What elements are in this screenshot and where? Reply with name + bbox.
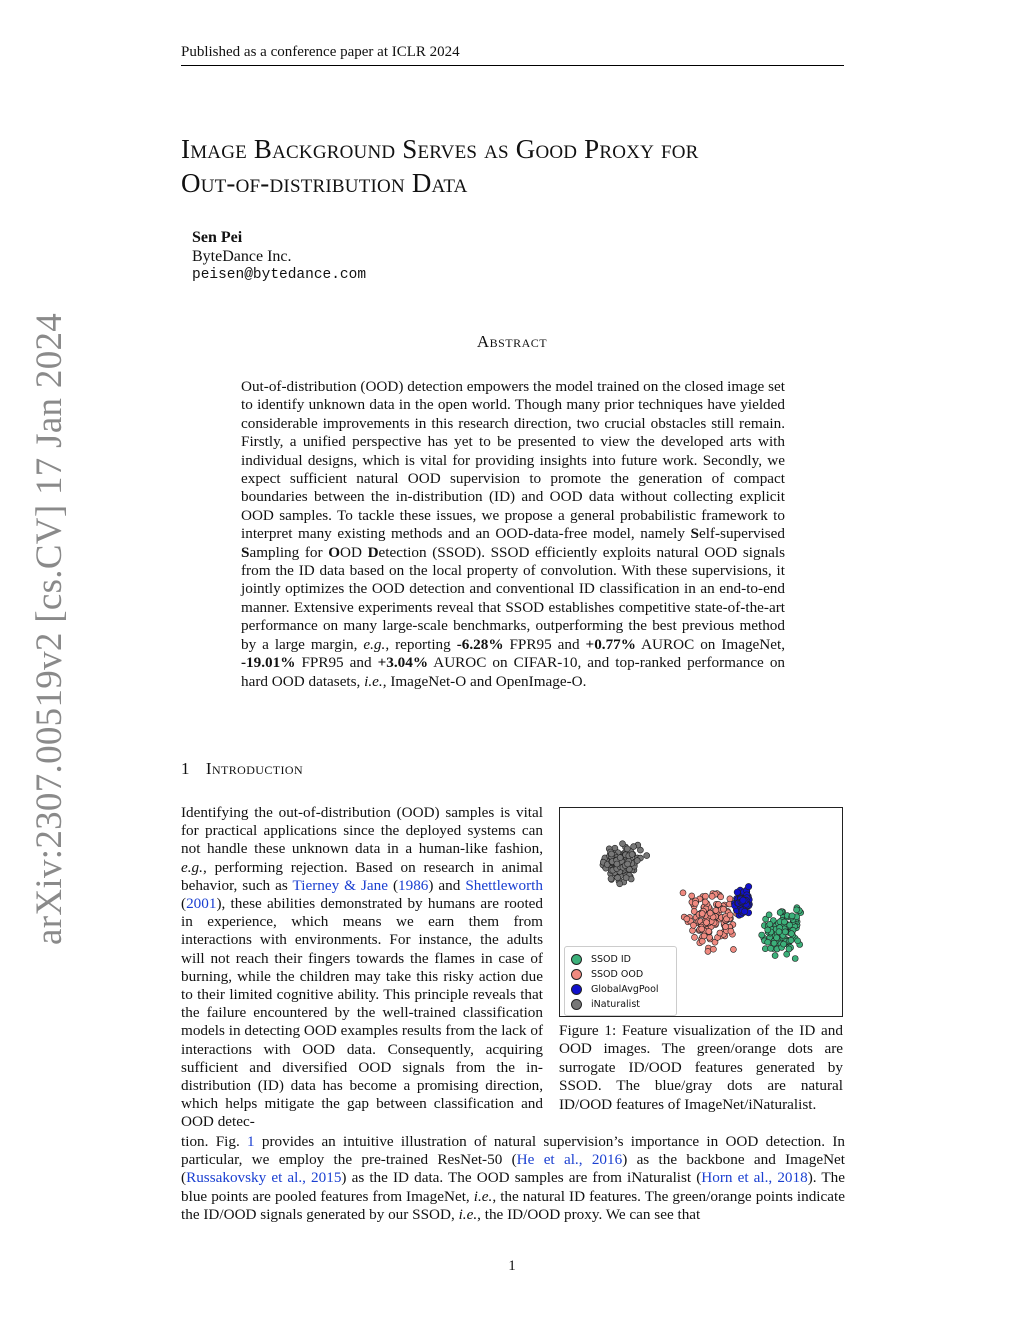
legend-label: SSOD ID (591, 953, 631, 965)
scatter-point (795, 938, 801, 944)
scatter-point (786, 946, 792, 952)
scatter-point (706, 928, 712, 934)
title-capital: O (181, 168, 201, 198)
legend-item (571, 967, 643, 981)
scatter-point (634, 858, 640, 864)
scatter-point (771, 940, 777, 946)
citation-year-link[interactable]: 2001 (186, 895, 217, 913)
scatter-point (629, 852, 635, 858)
author-block (192, 228, 366, 285)
intro-paragraph-full: tion. Fig. 1 provides an intuitive illustration of natural supervision’s importance in OOD detection. In particular, we employ the pre-trained ResNet-50 (He et al., 2016) as the backbone and ImageNet (Russakovsky et al., 2015) as the ID data. The OOD samples are from iNaturalist (Horn et al., 2018). The blue points are pooled features from ImageNet, i.e., the natural ID features. The green/orange points indicate the ID/OOD signals generated by our SSOD, i.e., the ID/OOD proxy. We can see that (181, 1133, 845, 1223)
scatter-point (723, 924, 729, 930)
scatter-point (631, 844, 637, 850)
scatter-point (705, 948, 711, 954)
figure-legend (564, 946, 677, 1016)
scatter-point (699, 911, 705, 917)
scatter-point (699, 926, 705, 932)
scatter-point (701, 933, 707, 939)
scatter-point (730, 946, 736, 952)
scatter-point (707, 910, 713, 916)
title-smallcaps: ood (535, 134, 585, 164)
scatter-point (787, 922, 793, 928)
scatter-point (720, 906, 726, 912)
scatter-point (768, 945, 774, 951)
scatter-point (759, 932, 765, 938)
scatter-point (788, 931, 794, 937)
abstract-body: Out-of-distribution (OOD) detection empowers the model trained on the closed image set to identify unknown data in the open world. Though many prior techniques have yielded considerable improvements in this research direction, two crucial obstacles still remain. Firstly, a unified perspective has yet to be presented to view the developed arts with individual designs, which is vital for providing insights into future work. Secondly, we expect sufficient natural OOD supervision to promote the generation of compact boundaries between the in-distribution (ID) and OOD data without collecting explicit OOD samples. To tackle these issues, we propose a general probabilistic framework to interpret many existing methods and an OOD-data-free model, namely Self-supervised Sampling for OOD Detection (SSOD). SSOD efficiently exploits natural OOD signals from the ID data based on the local property of convolution. With these supervisions, it jointly optimizes the OOD detection and conventional ID classification in an end-to-end manner. Extensive experiments reveal that SSOD establishes competitive state-of-the-art performance on many large-scale benchmarks, outperforming the best previous method by a large margin, e.g., reporting -6.28% FPR95 and +0.77% AUROC on ImageNet, -19.01% FPR95 and +3.04% AUROC on CIFAR-10, and top-ranked performance on hard OOD datasets, i.e., ImageNet-O and OpenImage-O. (241, 378, 786, 690)
legend-item (571, 997, 640, 1011)
scatter-point (689, 893, 695, 899)
scatter-point (718, 894, 724, 900)
figure-1-caption: Figure 1: Feature visualization of the ID and OOD images. The green/orange dots are surrogate ID/OOD features generated by SSOD. The blue/gray dots are natural ID/OOD features of ImageNet/iNaturalist. (559, 1022, 843, 1113)
title-smallcaps: mage (190, 134, 254, 164)
author-affiliation: ByteDance Inc. (192, 248, 292, 265)
title-line-2 (181, 166, 861, 200)
abstract-heading: Abstract (476, 332, 548, 351)
scatter-point (702, 899, 708, 905)
figure-ref-link[interactable]: 1 (247, 1133, 255, 1150)
scatter-point (614, 861, 620, 867)
title-capital: G (515, 134, 536, 164)
scatter-point (704, 920, 710, 926)
metric-value: -6.28% (456, 635, 504, 653)
citation-link[interactable]: He et al., 2016 (516, 1151, 623, 1169)
title-smallcaps: ata (431, 168, 468, 198)
legend-label: iNaturalist (591, 998, 640, 1010)
arxiv-stamp: arXiv:2307.00519v2 [cs.CV] 17 Jan 2024 (29, 312, 70, 945)
scatter-point (709, 893, 715, 899)
scatter-point (781, 919, 787, 925)
scatter-point (776, 929, 782, 935)
scatter-point (728, 928, 734, 934)
scatter-point (777, 910, 783, 916)
scatter-point (713, 907, 719, 913)
legend-label: SSOD OOD (591, 968, 644, 980)
scatter-point (608, 876, 614, 882)
author-email[interactable]: peisen@bytedance.com (192, 267, 367, 283)
scatter-point (690, 922, 696, 928)
citation-link[interactable]: Shettleworth (465, 876, 543, 894)
scatter-point (620, 841, 626, 847)
scatter-point (625, 861, 631, 867)
scatter-point (734, 889, 740, 895)
scatter-point (710, 946, 716, 952)
legend-item (571, 982, 659, 996)
scatter-point (782, 929, 788, 935)
scatter-point (684, 916, 690, 922)
scatter-point (703, 893, 709, 899)
scatter-point (745, 883, 751, 889)
metric-value: +3.04% (377, 654, 429, 672)
citation-link[interactable]: Horn et al., 2018 (701, 1169, 808, 1187)
scatter-point (774, 935, 780, 941)
metric-value: -19.01% (241, 654, 296, 672)
scatter-point (794, 907, 800, 913)
citation-link[interactable]: Tierney & Jane (292, 876, 388, 894)
section-heading-introduction: 1 Introduction (181, 759, 304, 778)
title-smallcaps: erves as (417, 134, 516, 164)
scatter-point (680, 890, 686, 896)
running-header: Published as a conference paper at ICLR 2024 (181, 44, 460, 60)
scatter-point (727, 912, 733, 918)
scatter-point (727, 896, 733, 902)
author-name: Sen Pei (192, 229, 243, 246)
legend-label: GlobalAvgPool (591, 983, 659, 995)
scatter-point (644, 853, 650, 859)
page-number: 1 (508, 1258, 516, 1274)
legend-marker (571, 999, 582, 1010)
scatter-point (741, 908, 747, 914)
title-capital: P (584, 134, 600, 164)
legend-item (571, 952, 631, 966)
scatter-point (692, 934, 698, 940)
citation-link[interactable]: Russakovsky et al., 2015 (186, 1169, 342, 1187)
legend-marker (571, 969, 582, 980)
title-smallcaps: ut-of-distribution (200, 168, 412, 198)
scatter-point (772, 953, 778, 959)
scatter-point (717, 930, 723, 936)
metric-value: +0.77% (585, 635, 636, 653)
scatter-point (765, 927, 771, 933)
scatter-point (609, 851, 615, 857)
title-capital: B (253, 134, 273, 164)
figure-1-scatter (559, 807, 843, 1017)
scatter-point (692, 900, 698, 906)
title-smallcaps: ackground (272, 134, 403, 164)
title-capital: I (181, 134, 191, 164)
title-capital: D (411, 168, 432, 198)
scatter-point (740, 897, 746, 903)
legend-marker (571, 984, 582, 995)
paper-title (181, 132, 861, 200)
title-capital: S (402, 134, 418, 164)
ssod-name: Self-supervised Sampling for OOD Detection (241, 525, 785, 561)
intro-paragraph-wrapped: Identifying the out-of-distribution (OOD) samples is vital for practical applications since the deployed systems can not handle these unknown data in a human-like fashion, e.g., performing rejection. Based on research in animal behavior, such as Tierney & Jane (1986) and Shettleworth (2001), these abilities demonstrated by humans are rooted in experience, which means we earn them from interactions with environments. For instance, the adults will not reach their fingers towards the flames in case of burning, while the children may take this risky action due to their limited cognitive ability. This principle reveals that the failure encountered by the well-trained classification models in detecting OOD examples results from the lack of interactions with OOD data. Consequently, acquiring sufficient and diversified OOD signals from the in-distribution (ID) data has become a promising direction, which helps mitigate the gap between classification and OOD detec- (181, 804, 543, 1131)
scatter-point (617, 881, 623, 887)
scatter-point (781, 941, 787, 947)
scatter-point (623, 875, 629, 881)
scatter-point (792, 956, 798, 962)
scatter-point (789, 913, 795, 919)
header-rule (181, 65, 844, 66)
scatter-point (624, 846, 630, 852)
scatter-point (617, 855, 623, 861)
title-smallcaps: roxy for (599, 134, 699, 164)
scatter-point (788, 937, 794, 943)
title-line-1 (181, 132, 861, 166)
scatter-point (765, 939, 771, 945)
scatter-point (766, 912, 772, 918)
citation-year-link[interactable]: 1986 (398, 876, 429, 894)
legend-marker (571, 954, 582, 965)
